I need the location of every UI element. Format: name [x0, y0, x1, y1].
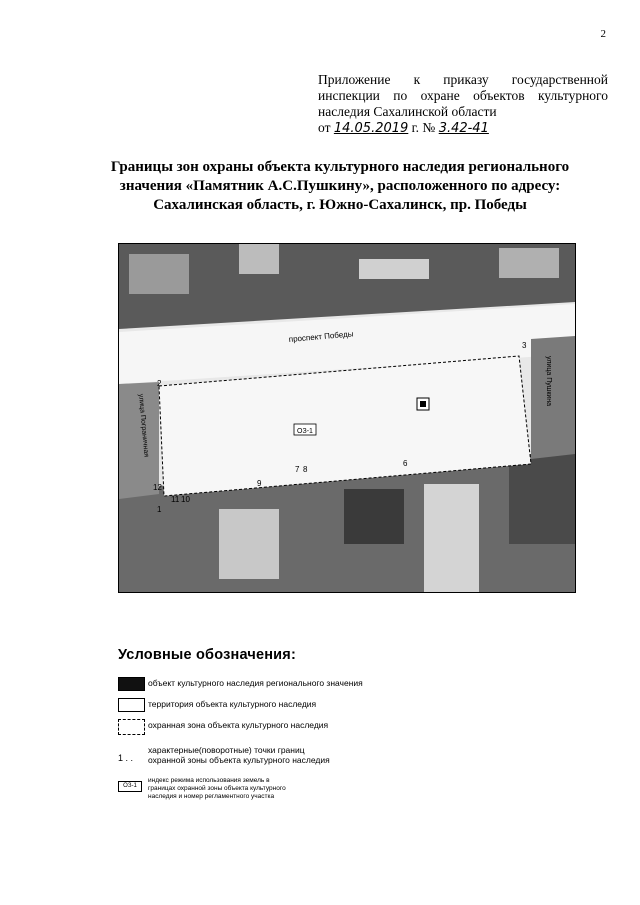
swatch-object [118, 677, 145, 691]
map-point: 3 [522, 341, 527, 350]
date-prefix: от [318, 120, 331, 135]
zone-index-label: ОЗ-1 [297, 428, 313, 435]
street-right: улица Пушкина [545, 356, 552, 407]
legend-row-index [118, 777, 578, 807]
legend-row-zone [118, 719, 578, 745]
map-point: 2 [157, 379, 162, 388]
map-point: 10 [181, 495, 190, 504]
swatch-zone [118, 719, 145, 735]
legend-text-object: объект культурного наследия регионального значения [148, 678, 363, 688]
title-line-1: Границы зон охраны объекта культурного наследия регионального [110, 159, 570, 175]
street-main: проспект Победы [288, 329, 354, 344]
legend-text-territory: территория объекта культурного наследия [148, 699, 317, 709]
map-point: 6 [403, 459, 408, 468]
handwritten-date: 14.05.2019 [333, 121, 409, 136]
title-line-2: значения «Памятник А.С.Пушкину», расположенного по адресу: [119, 178, 561, 194]
legend [118, 647, 578, 807]
points-symbol: 1 . . [118, 753, 134, 763]
aerial-map [118, 243, 576, 593]
index-text-1: индекс режима использования земель в [148, 777, 270, 784]
map-point: 9 [257, 479, 262, 488]
map-point: 7 [295, 465, 300, 474]
legend-text-index [148, 777, 286, 801]
appendix-header [318, 72, 608, 137]
page-number: 2 [600, 28, 606, 40]
legend-row-territory [118, 698, 578, 719]
points-text-2: охранной зоны объекта культурного наследия [148, 755, 330, 765]
street-left: улица Пограничная [137, 393, 150, 458]
legend-text-points [148, 745, 330, 765]
year-suffix: г. № [411, 120, 436, 135]
legend-row-points [118, 745, 578, 777]
handwritten-order-number: 3.42-41 [438, 121, 489, 136]
legend-text-zone: охранная зона объекта культурного наследия [148, 720, 329, 730]
swatch-territory [118, 698, 145, 712]
appendix-line-1: Приложение к приказу государственной [318, 72, 608, 87]
map-image [119, 244, 575, 592]
index-text-2: границах охранной зоны объекта культурного [148, 785, 286, 792]
points-text-1: характерные(поворотные) точки границ [148, 745, 305, 755]
map-point: 12 [153, 483, 162, 492]
appendix-line-3: наследия Сахалинской области [318, 104, 497, 119]
map-point: 1 [157, 505, 162, 514]
legend-heading: Условные обозначения: [118, 647, 296, 663]
appendix-line-2: инспекции по охране объектов культурного [318, 88, 608, 103]
index-symbol: ОЗ-1 [118, 781, 142, 792]
map-point: 8 [303, 465, 308, 474]
index-text-3: наследия и номер регламентного участка [148, 793, 275, 800]
document-title [60, 158, 620, 215]
legend-row-object [118, 677, 578, 698]
title-line-3: Сахалинская область, г. Южно-Сахалинск, пр. Победы [153, 197, 527, 213]
map-point: 11 [171, 495, 180, 504]
appendix-date-line [318, 120, 608, 137]
